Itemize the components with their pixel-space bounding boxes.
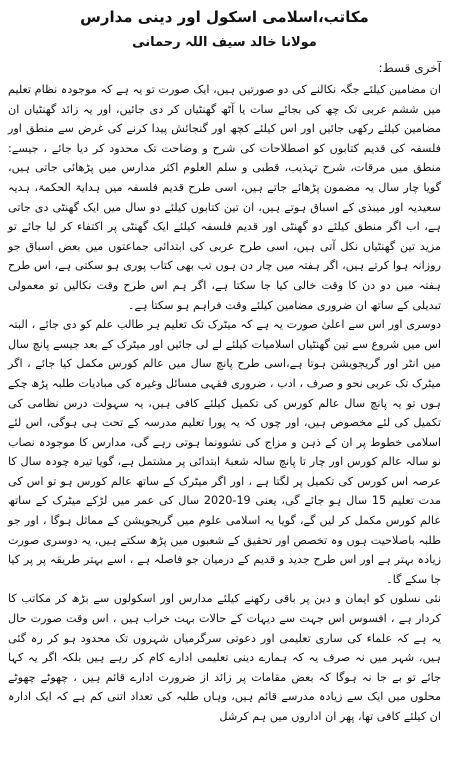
article-paragraph: ان مضامین کیلئے جگہ نکالنے کی دو صورتیں ہیں، ایک صورت تو یہ ہے کہ موجودہ نظام تعلیم میں ششم عربی تک چھ کی بجائے سات یا آٹھ گھنٹیاں کر دی جائیں، اور یہ زائد گھنٹیاں ان مضامین کیلئے رکھی جائیں اور اس کیلئے کچھ اور گنجائش پیدا کرنے کی غرض سے منطق اور فلسفہ کی قدیم کتابوں کو اصطلاحات کی شرح و وضاحت تک محدود کر دیا جائے ، جیسے: منطق میں مرقات، شرح تہذیب، قطبی و سلم العلوم اکثر مدارس میں پڑھائی جاتی ہیں، گویا چار سال یہ مضمون پڑھائے جاتے ہیں، اسی طرح قدیم فلسفہ میں ہدایۃ الحکمۃ، ہدیہ سعیدیہ اور میبذی کے اسباق ہوتے ہیں، ان تین کتابوں کیلئے دو سال میں ایک گھنٹی دی جاتی ہے، اب اگر منطق کیلئے دو گھنٹی اور قدیم فلسفہ کیلئے ایک گھنٹی پر اکتفاء کر لیا جائے تو مزید تین گھنٹیاں نکل آتی ہیں، اسی طرح عربی کی ابتدائی جماعتوں میں بعض اسباق جو روزانہ ہوا کرتے ہیں، اگر ہفتہ میں چار دن ہوں تب بھی کتاب پوری ہو سکتی ہے، اس طرح ہفتہ میں دو دن کا وقت خالی کیا جا سکتا ہے، اگر ہم اس طرح وقت نکالیں تو معمولی تبدیلی کے ساتھ ان ضروری مضامین کیلئے وقت فراہم ہو سکتا ہے۔ [8, 83, 441, 312]
article-body [8, 80, 441, 727]
article-paragraph: دوسری اور اس سے اعلیٰ صورت یہ ہے کہ میٹرک تک تعلیم ہر طالب علم کو دی جائے ، البتہ اس میں شروع سے تین گھنٹیاں اسلامیات کیلئے لے لی جائیں اور میٹرک کے بعد جیسے پانچ سال میں انٹر اور گریجویشن ہوتا ہے،اسی طرح پانچ سال میں عالم کورس مکمل کیا جائے ، اگر میٹرک تک عربی نحو و صرف ، ادب ، ضروری فقہی مسائل وغیرہ کی مبادیات طلبہ پڑھ چکے ہوں تو یہ پانچ سال عالم کورس کی تکمیل کیلئے کافی ہیں، یہ سہولت درس نظامی کی تکمیل کی لئے مخصوص ہیں، اور چوں کہ یہ پورا تعلیم مدرسہ کے تحت ہی ہوگی، اس لئے اسلامی خطوط پر ان کے ذہن و مزاج کی نشوونما ہوتی رہے گی، مدارس کا موجودہ نصاب نو سالہ عالم کورس اور چار تا پانچ سالہ شعبۂ ابتدائی پر مشتمل ہے، گویا تیرہ چودہ سال کا عرصہ اس کورس کی تکمیل پر لگتا ہے ، اور اگر میٹرک کے ساتھ عالم کورس ہو تو اس کی مدت تعلیم 15 سال ہو جائے گی، یعنی 19-2020 سال کی عمر میں لڑکے میٹرک کے ساتھ عالم کورس مکمل کر لیں گے، گویا یہ اسلامی علوم میں گریجویشن کے مماثل ہوگا ، اور جو طلبہ باصلاحیت ہوں وہ تخصص اور تحقیق کے شعبوں میں پڑھ سکتے ہیں، یہ دوسری صورت زیادہ بہتر ہے اور اس طرح جدید و قدیم کے درمیان جو فاصلہ ہے ، اسے بہتر طریقہ پر پر کیا جا سکے گا۔ [8, 318, 441, 586]
article-author: مولانا خالد سیف اللہ رحمانی [132, 35, 317, 50]
article-title: مکاتب،اسلامی اسکول اور دینی مدارس [80, 8, 369, 26]
article-paragraph: نئی نسلوں کو ایمان و دین پر باقی رکھنے کیلئے مدارس اور اسکولوں سے بڑھ کر مکاتب کا کردار ہے ، افسوس اس جہت سے دیہات کے حالات بہت خراب ہیں ، اس وقت صورت حال یہ ہے کہ علماء کی ساری تعلیمی اور دعوتی سرگرمیاں شہروں تک محدود ہو کر رہ گئی ہیں، شہر میں نہ صرف یہ کہ ہمارے دینی تعلیمی ادارے کام کر رہے ہیں بلکہ اگر یہ کہا جائے تو بے جا نہ ہوگا کہ بعض مقامات پر زائد از ضرورت ادارے قائم ہیں ، چھوٹے چھوٹے محلوں میں ایک سے زیادہ مدرسے قائم ہیں، وہاں طلبہ کی تعداد اتنی کم ہے کہ ایک ادارہ ان کیلئے کافی تھا، پھر ان اداروں میں ہم کرشل [8, 592, 441, 723]
installment-label: آخری قسط: [378, 61, 441, 75]
